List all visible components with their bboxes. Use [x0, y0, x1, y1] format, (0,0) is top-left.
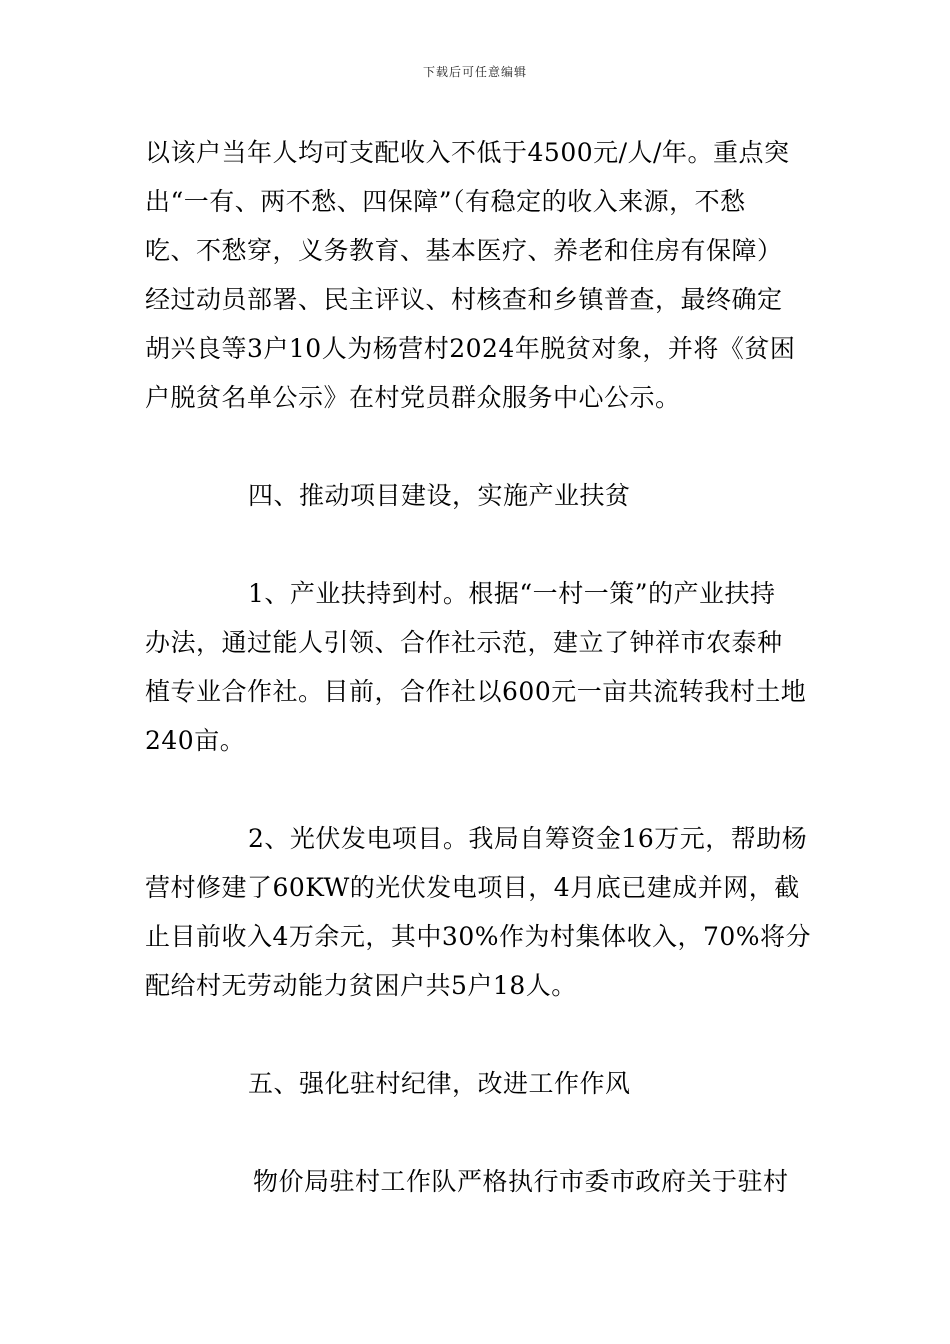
- paragraph-industry-support: [145, 569, 809, 765]
- text-line: 止目前收入4万余元，其中30%作为村集体收入，70%将分: [145, 922, 812, 951]
- text-line: 办法，通过能人引领、合作社示范，建立了钟祥市农泰种: [145, 628, 783, 657]
- text-line: 240亩。: [145, 726, 246, 755]
- section-heading-4: 四、推动项目建设，实施产业扶贫: [248, 481, 631, 510]
- paragraph-income-criteria: [145, 128, 809, 422]
- section-heading-5: 五、强化驻村纪律，改进工作作风: [248, 1069, 631, 1098]
- text-line: 物价局驻村工作队严格执行市委市政府关于驻村: [253, 1167, 789, 1196]
- text-line: 出“一有、两不愁、四保障”（有稳定的收入来源，不愁: [145, 187, 746, 216]
- page-header: 下载后可任意编辑: [422, 65, 527, 79]
- text-line: 植专业合作社。目前，合作社以600元一亩共流转我村土地: [145, 677, 807, 706]
- text-line: 吃、不愁穿，义务教育、基本医疗、养老和住房有保障）: [145, 236, 783, 265]
- paragraph-discipline: [145, 1157, 809, 1206]
- text-line: 户脱贫名单公示》在村党员群众服务中心公示。: [145, 383, 681, 412]
- text-line: 胡兴良等3户10人为杨营村2024年脱贫对象，并将《贫困: [145, 334, 796, 363]
- text-line: 1、产业扶持到村。根据“一村一策”的产业扶持: [248, 579, 776, 608]
- text-line: 经过动员部署、民主评议、村核查和乡镇普查，最终确定: [145, 285, 783, 314]
- text-line: 2、光伏发电项目。我局自筹资金16万元，帮助杨: [248, 824, 808, 853]
- paragraph-solar-project: [145, 814, 812, 1010]
- text-line: 配给村无劳动能力贫困户共5户18人。: [145, 971, 577, 1000]
- text-line: 营村修建了60KW的光伏发电项目，4月底已建成并网，截: [145, 873, 800, 902]
- text-line: 以该户当年人均可支配收入不低于4500元/人/年。重点突: [145, 138, 790, 167]
- document-body: [145, 128, 812, 1206]
